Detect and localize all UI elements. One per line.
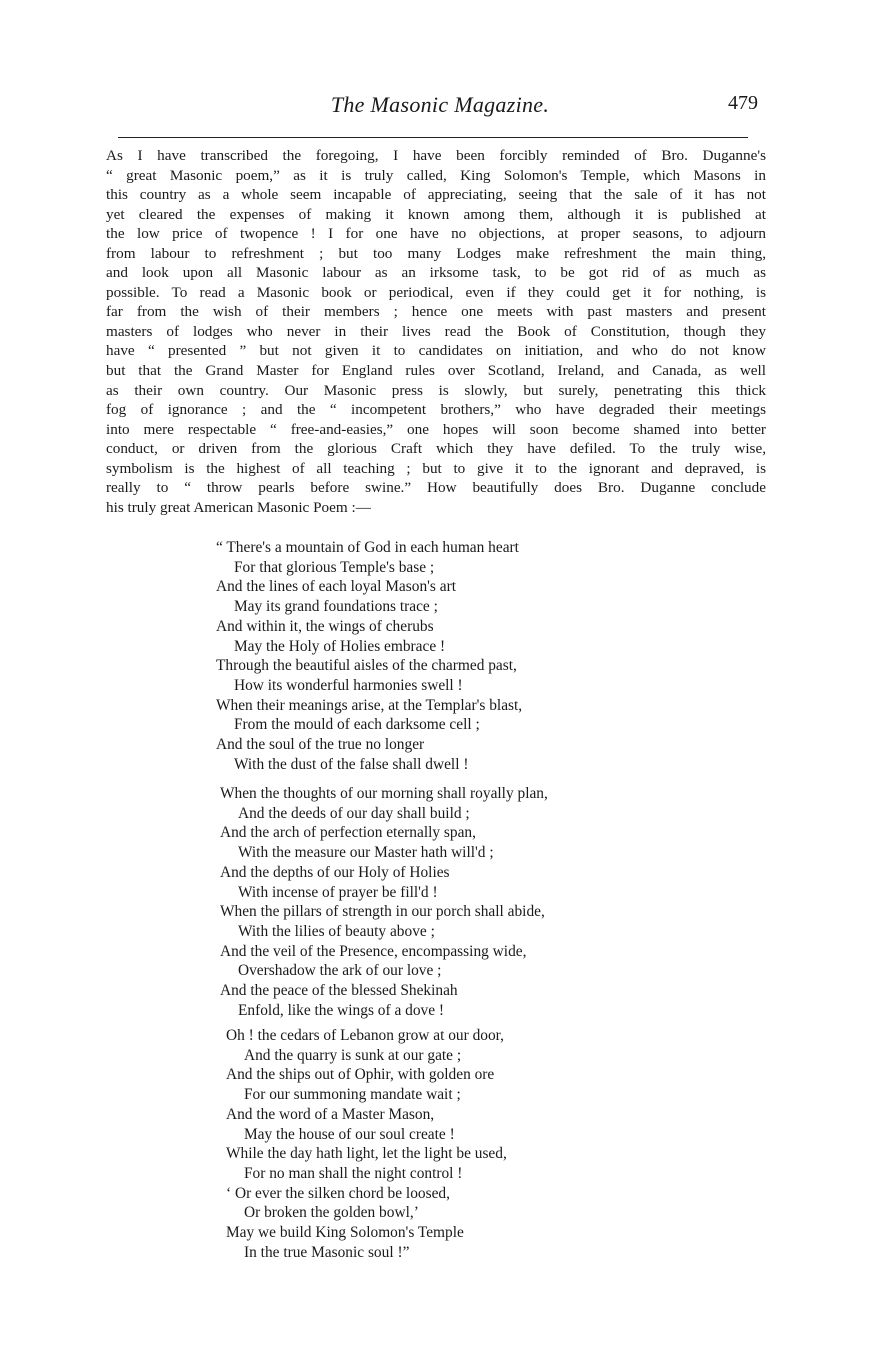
poem-line: With the dust of the false shall dwell ! (234, 755, 469, 773)
poem-line: And the arch of perfection eternally span, (220, 824, 476, 842)
poem-line: And the word of a Master Mason, (226, 1105, 435, 1123)
prose-line: possible. To read a Masonic book or periodical, even if they could get it for nothing, is (106, 283, 766, 301)
prose-line: yet cleared the expenses of making it known among them, although it is published at (106, 205, 766, 223)
prose-line: As I have transcribed the foregoing, I have been forcibly reminded of Bro. Duganne's (106, 147, 766, 164)
poem-line: With the measure our Master hath will'd ; (238, 844, 494, 862)
poem-line: And within it, the wings of cherubs (216, 617, 434, 635)
poem-line: And the ships out of Ophir, with golden ore (226, 1066, 495, 1084)
poem-line: In the true Masonic soul !” (244, 1243, 410, 1261)
body-paragraph (106, 146, 766, 517)
prose-line: and look upon all Masonic labour as an irksome task, to be got rid of as much as (106, 264, 766, 282)
prose-line: this country as a whole seem incapable of appreciating, seeing that the sale of it has not (106, 186, 766, 204)
poem-line: Oh ! the cedars of Lebanon grow at our door, (226, 1027, 505, 1044)
poem-line: And the depths of our Holy of Holies (220, 863, 450, 881)
poem-line: May we build King Solomon's Temple (226, 1224, 464, 1242)
poem-line: Through the beautiful aisles of the charmed past, (216, 657, 517, 675)
prose-line: “ great Masonic poem,” as it is truly called, King Solomon's Temple, which Masons in (106, 166, 766, 184)
prose-line: his truly great American Masonic Poem :— (106, 498, 371, 516)
poem-line: May the Holy of Holies embrace ! (234, 637, 446, 655)
prose-line: far from the wish of their members ; hence one meets with past masters and present (106, 303, 766, 321)
poem-line: When the pillars of strength in our porch shall abide, (220, 903, 545, 921)
poem-line: While the day hath light, let the light be used, (226, 1145, 507, 1163)
prose-line: into mere respectable “ free-and-easies,” one hopes will soon become shamed into better (106, 420, 766, 438)
poem-line: “ There's a mountain of God in each human heart (216, 539, 519, 556)
poem-stanza-3 (226, 1026, 507, 1262)
page-number: 479 (728, 92, 758, 114)
prose-line: really to “ throw pearls before swine.” How beautifully does Bro. Duganne conclude (106, 479, 766, 497)
poem-line: Overshadow the ark of our love ; (238, 962, 442, 980)
page-header (0, 92, 880, 122)
poem-line: And the quarry is sunk at our gate ; (244, 1046, 462, 1064)
prose-line: but that the Grand Master for England rules over Scotland, Ireland, and Canada, as well (106, 362, 766, 380)
poem-stanza-1 (216, 538, 522, 774)
poem-line: For no man shall the night control ! (244, 1164, 463, 1182)
poem-line: And the veil of the Presence, encompassing wide, (220, 942, 527, 960)
poem-line: And the deeds of our day shall build ; (238, 804, 470, 822)
prose-line: from labour to refreshment ; but too many Lodges make refreshment the main thing, (106, 244, 766, 262)
poem-line: ‘ Or ever the silken chord be loosed, (226, 1184, 450, 1202)
poem-line: How its wonderful harmonies swell ! (234, 676, 463, 694)
running-title: The Masonic Magazine. (330, 92, 550, 117)
poem-line: With incense of prayer be fill'd ! (238, 883, 438, 901)
poem-line: From the mould of each darksome cell ; (234, 716, 480, 734)
prose-line: conduct, or driven from the glorious Craft which they have defiled. To the truly wise, (106, 440, 766, 458)
prose-line: fog of ignorance ; and the “ incompetent brothers,” who have degraded their meetings (106, 401, 766, 419)
poem-line: And the peace of the blessed Shekinah (220, 982, 458, 1000)
poem-line: And the lines of each loyal Mason's art (216, 578, 456, 596)
poem-line: With the lilies of beauty above ; (238, 922, 435, 940)
poem-line: Or broken the golden bowl,’ (244, 1204, 419, 1222)
prose-line: the low price of twopence ! I for one have no objections, at proper seasons, to adjourn (106, 225, 766, 243)
header-rule (118, 137, 748, 138)
prose-line: have “ presented ” but not given it to candidates on initiation, and who do not know (106, 342, 766, 360)
poem-line: When their meanings arise, at the Templar's blast, (216, 696, 523, 714)
poem-line: When the thoughts of our morning shall royally plan, (220, 785, 548, 802)
poem-stanza-2 (220, 784, 548, 1020)
poem-line: May its grand foundations trace ; (234, 598, 438, 616)
poem-line: For that glorious Temple's base ; (234, 558, 435, 576)
poem-line: May the house of our soul create ! (244, 1125, 455, 1143)
poem-line: And the soul of the true no longer (216, 736, 425, 754)
poem-line: For our summoning mandate wait ; (244, 1086, 461, 1104)
prose-line: as their own country. Our Masonic press is slowly, but surely, penetrating this thick (106, 381, 766, 399)
poem-line: Enfold, like the wings of a dove ! (238, 1001, 445, 1019)
prose-line: masters of lodges who never in their lives read the Book of Constitution, though they (106, 322, 766, 340)
prose-line: symbolism is the highest of all teaching ; but to give it to the ignorant and depraved, is (106, 459, 766, 477)
